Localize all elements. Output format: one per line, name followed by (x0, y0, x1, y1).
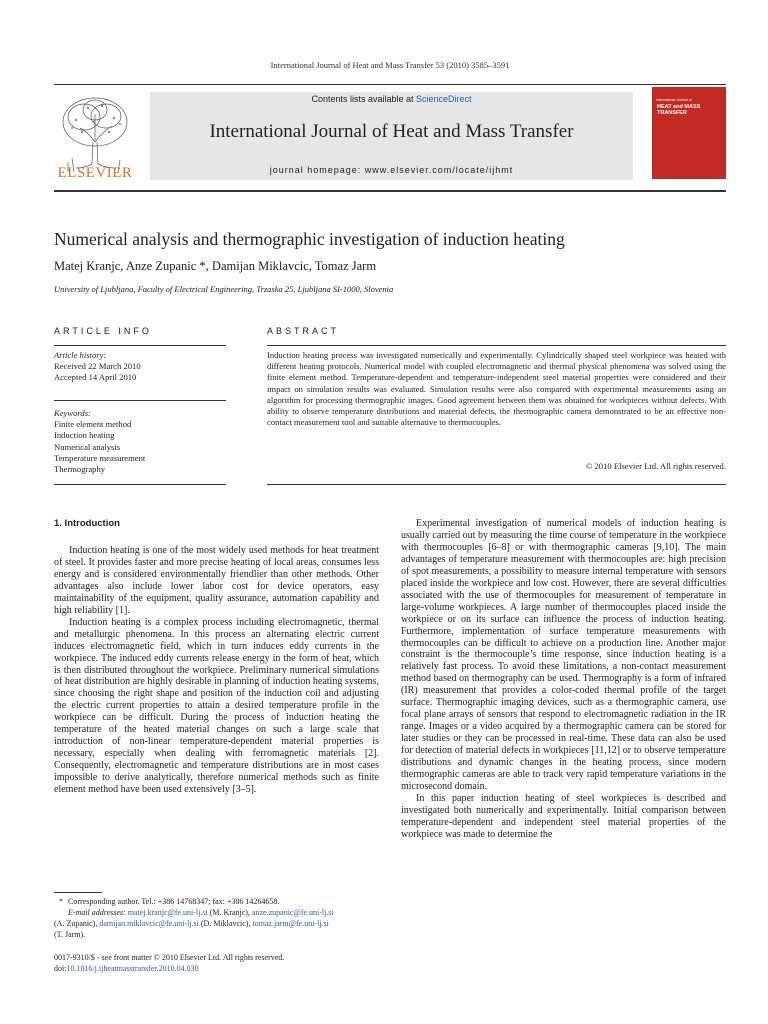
history-label: Article history: (54, 350, 107, 360)
received-date: Received 22 March 2010 (54, 361, 141, 372)
paragraph: Induction heating is a complex process including electromagnetic, thermal and metallurgic phenomena. In this process an alternating electric current induces electromagnetic field, which in turn induces eddy currents in the workpiece. The induced eddy currents release energy in the form of heat, which is then distributed throughout the workpiece. Preliminary numerical simulations of heat distribution are highly desirable in planning of induction heating systems, since choosing the right shape and position of the induction coil and adjusting the electric current properties to attain a desired temperature profile in the workpiece can be difficult. During the process of induction heating the temperature of the heated material changes on such a large scale that introduction of non-linear temperature-dependent material properties is necessary, especially when dealing with ferromagnetic materials [2]. Consequently, electromagnetic and temperature distributions are in most cases impossible to derive analytically, therefore numerical methods such as finite element method have been used extensively [3–5]. (54, 616, 379, 796)
keywords-label: Keywords: (54, 408, 91, 418)
journal-homepage-link[interactable]: journal homepage: www.elsevier.com/locate/ijhmt (269, 165, 514, 175)
email-owner: (M. Kranjc), (209, 908, 250, 917)
paper-title: Numerical analysis and thermographic investigation of induction heating (54, 229, 565, 249)
article-info-bottom-rule (54, 484, 226, 485)
elsevier-wordmark: ELSEVIER (57, 165, 133, 181)
journal-citation: International Journal of Heat and Mass Transfer 53 (2010) 3585–3591 (270, 60, 510, 70)
article-info-heading: ARTICLE INFO (54, 326, 152, 336)
cover-title-line: TRANSFER (657, 110, 687, 116)
footnote-star: * (59, 897, 63, 906)
abstract-copyright: © 2010 Elsevier Ltd. All rights reserved. (585, 461, 726, 471)
email-link[interactable]: anze.zupanic@fe.uni-lj.si (251, 908, 334, 917)
footnote-rule (54, 892, 102, 893)
body-column-left (54, 545, 379, 796)
journal-title: International Journal of Heat and Mass Transfer (209, 121, 574, 142)
affiliation: University of Ljubljana, Faculty of Electrical Engineering, Trzaska 25, Ljubljana SI-1000, Slovenia (54, 284, 394, 294)
keyword-item: Numerical analysis (54, 441, 121, 452)
header-bottom-rule (54, 190, 726, 192)
email-owner: (A. Zupanic), (54, 919, 98, 928)
email-link[interactable]: tomaz.jarm@fe.uni-lj.si (252, 919, 329, 928)
doi-line (54, 963, 379, 974)
footnote (54, 896, 379, 940)
email-label: E-mail addresses: (68, 908, 126, 917)
paragraph: Experimental investigation of numerical models of induction heating is usually carried out by measuring the time course of temperature in the workpiece with thermocouples [6–8] or with thermographic cameras [9,10]. The main advantages of temperature measurement with thermocouples are: high precision of spot measurements, a possibility to measure internal temperature with sensors placed inside the workpiece and low cost. However, there are several difficulties associated with the use of thermocouples for measurement of temperature in large-volume workpieces. A large number of thermocouples placed inside the workpiece or on its surface can influence the process of induction heating. Furthermore, implementation of surface temperature measurements with thermocouples can be difficult to achieve on a production line. Another major constraint is the thermocouple’s time response, since induction heating is a relatively fast process. To avoid these limitations, a non-contact measurement method based on thermography can be used. Thermography is a form of infrared (IR) measurement that provides a color-coded thermal profile of the target surface. Thermographic imaging devices, such as a thermographic camera, use focal plane arrays of sensors that respond to electromagnetic radiation in the IR range. Images or a video acquired by a thermographic camera can be stored for later studies or they can be processed in real-time. These data can also be used for detection of material defects in workpieces [11,12] or to observe temperature distributions and dynamic changes in the heating process, since modern thermographic cameras are able to track very rapid temperature variations in the microsecond domain. (401, 518, 726, 792)
keywords-block (54, 408, 226, 475)
abstract-heading: ABSTRACT (267, 326, 340, 336)
history-rule (54, 400, 226, 401)
email-link[interactable]: damijan.miklavcic@fe.uni-lj.si (99, 919, 199, 928)
issn-block (54, 952, 379, 974)
abstract-text: Induction heating process was investigated numerically and experimentally. Cylindrically shaped steel workpiece was heated with different heating protocols. Numerical model with coupled electromagnetic and thermal physical phenomena was solved using the finite element method. Temperature-dependent and temperature-independent steel material properties were considered and their impact on simulation results was evaluated. Simulation results were also compared with experimental measurements using an algorithm for processing thermographic images. Good agreement between them was obtained for workpieces without defects. With ability to observe temperature distributions and material defects, the thermographic camera demonstrated to be an effective non-contact measurement tool and suitable alternative to thermocouples. (267, 350, 726, 428)
email-link[interactable]: matej.kranjc@fe.uni-lj.si (127, 908, 208, 917)
cover-small-text: International Journal of (656, 98, 692, 102)
author-list: Matej Kranjc, Anze Zupanic *, Damijan Miklavcic, Tomaz Jarm (54, 259, 377, 273)
keyword-item: Induction heating (54, 430, 115, 441)
abstract-rule (267, 345, 726, 346)
body-column-right (401, 518, 726, 841)
keyword-item: Temperature measurement (54, 452, 146, 463)
doi-prefix: doi: (54, 964, 67, 973)
doi-link[interactable]: 10.1016/j.ijheatmasstransfer.2010.04.030 (66, 964, 199, 973)
issn-line: 0017-9310/$ - see front matter © 2010 Elsevier Ltd. All rights reserved. (54, 953, 285, 962)
corresponding-author-note (54, 896, 379, 907)
keyword-item: Thermography (54, 464, 106, 475)
header-top-rule (54, 84, 726, 85)
article-info-rule (54, 345, 226, 346)
email-owner-last: (T. Jarm). (54, 930, 86, 939)
contents-availability (150, 94, 633, 104)
email-addresses (54, 907, 379, 918)
sciencedirect-link[interactable]: ScienceDirect (416, 94, 472, 104)
article-history (54, 350, 226, 384)
corresponding-text: Corresponding author. Tel.: +386 14768347; fax: +386 14264658. (68, 897, 280, 906)
section-heading-introduction: 1. Introduction (54, 518, 120, 529)
keyword-item: Finite element method (54, 419, 132, 430)
contents-prefix: Contents lists available at (311, 94, 417, 104)
email-owner: (D. Miklavcic), (200, 919, 251, 928)
paragraph: Induction heating is one of the most widely used methods for heat treatment of steel. It provides faster and more precise heating of local areas, consumes less energy and is considered environmentally friendlier than other methods. Other advantages also include lower labor cost for device operators, easy maintainability of the equipment, quality assurance, automation capability and high reliability [1]. (54, 545, 379, 616)
abstract-bottom-rule (267, 484, 726, 485)
cover-title-line: HEAT and MASS (657, 104, 701, 110)
accepted-date: Accepted 14 April 2010 (54, 372, 137, 383)
email-addresses-cont (54, 918, 379, 929)
cover-title (657, 104, 717, 116)
paragraph: In this paper induction heating of steel workpieces is described and investigated both numerically and experimentally. Initial comparison between temperature-dependent and independent steel material properties of the workpiece was made to determine the (401, 792, 726, 840)
